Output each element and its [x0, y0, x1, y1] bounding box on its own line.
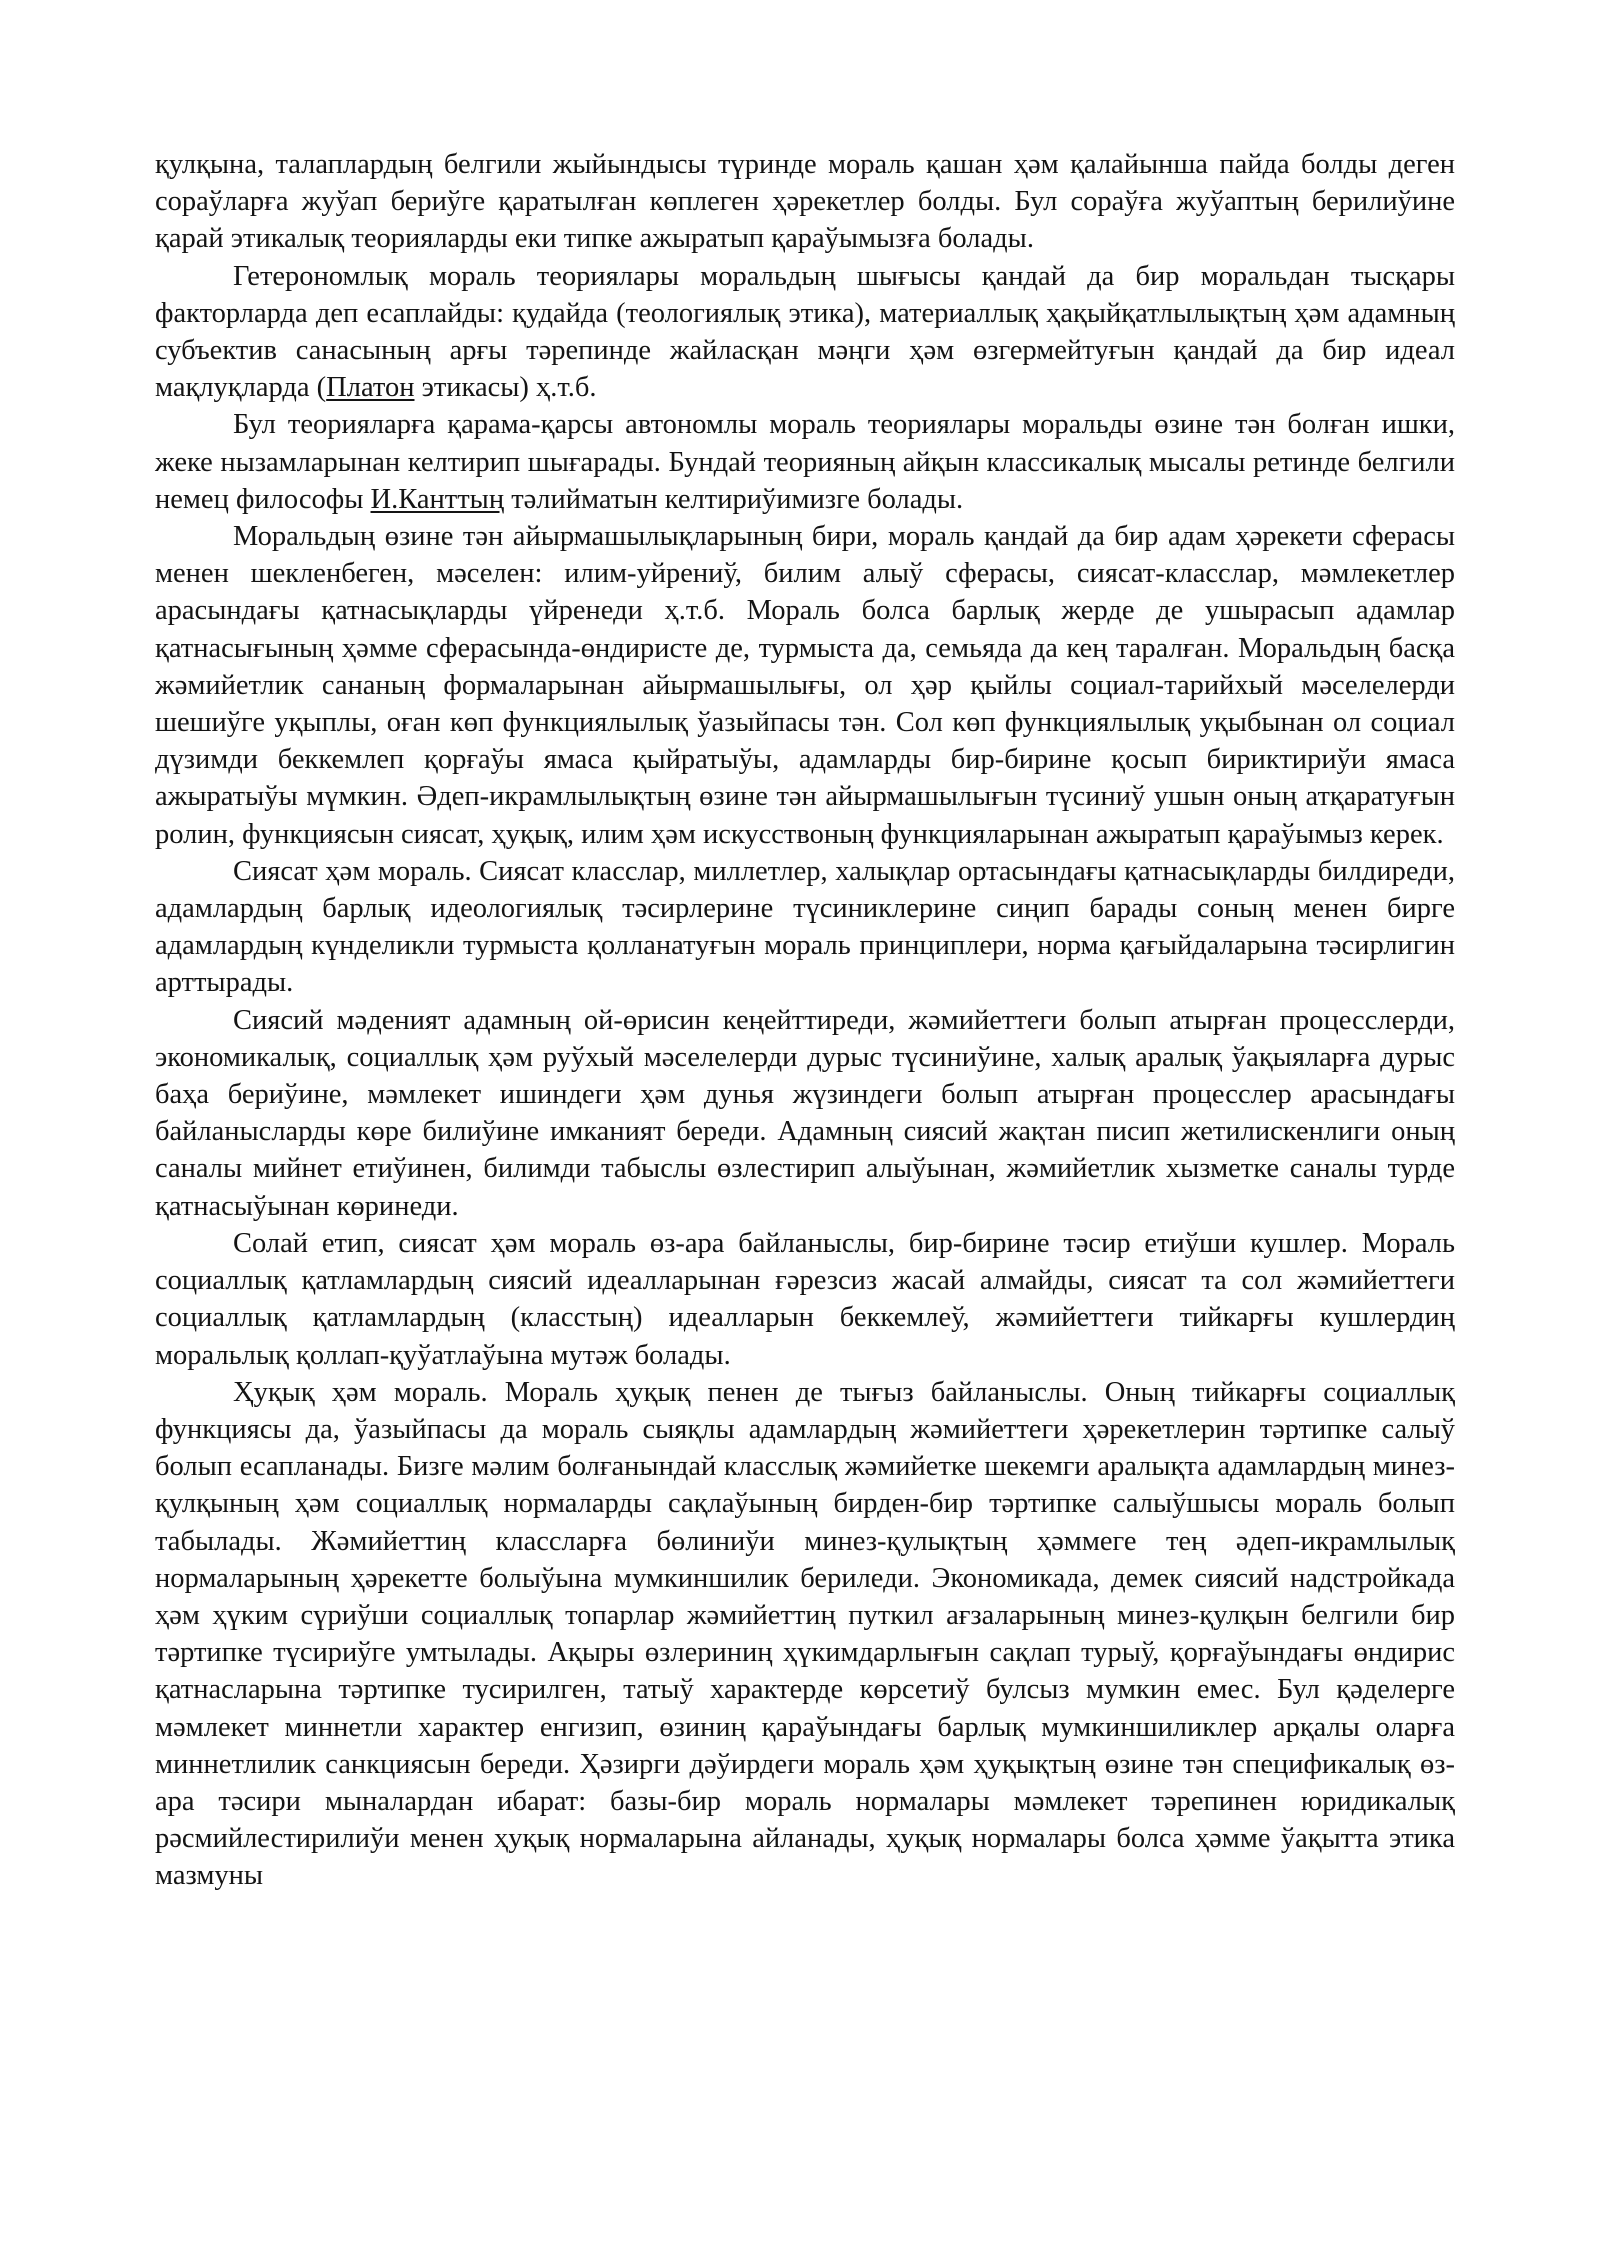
paragraph	[155, 258, 1455, 407]
paragraph	[155, 406, 1455, 518]
paragraph: Сиясат ҳәм мораль. Сиясат класслар, миллетлер, халықлар ортасындағы қатнасықларды билдиреди, адамлардың барлық идеологиялық тәсирлерине түсиниклерине сиңип барады соның менен бирге адамлардың күнделикли турмыста қолланатуғын мораль принциплери, норма қағыйдаларына тәсирлигин арттырады.	[155, 855, 1455, 999]
paragraph: қулқына, талаплардың белгили жыйындысы түринде мораль қашан ҳәм қалайынша пайда болды деген сораўларға жуўап бериўге қаратылған көплеген ҳәрекетлер болды. Бул сораўға жуўаптың берилиўине қарай этикалық теорияларды еки типке ажыратып қараўымызға болады.	[155, 149, 1455, 255]
paragraph-text: Гетерономлық мораль теориялары моральдың шығысы қандай да бир моральдан тысқары факторларда деп есаплайды: қудайда (теологиялық этика), материаллық ҳақыйқатлылықтың ҳәм адамның субъектив санасының арғы тәрепинде жайласқан мәңги ҳәм өзгермейтуғын қандай да бир идеал мақлуқларда (	[155, 260, 1455, 404]
paragraph: Моральдың өзине тән айырмашылықларының бири, мораль қандай да бир адам ҳәрекети сферасы менен шекленбеген, мәселен: илим-уйрениў, билим алыў сферасы, сиясат-класслар, мәмлекетлер арасындағы қатнасықларды үйренеди ҳ.т.б. Мораль болса барлық жерде де ушырасып адамлар қатнасығының ҳәмме сферасында-өндиристе де, турмыста да, семьяда да кең таралған. Моральдың басқа жәмийетлик сананың формаларынан айырмашылығы, ол ҳәр қыйлы социал-тарийхый мәселелерди шешиўге уқыплы, оған көп функциялылық ўазыйпасы тән. Сол көп функциялылық уқыбынан ол социал дүзимди беккемлеп қорғаўы ямаса қыйратыўы, адамларды бир-бирине қосып бириктириўи ямаса ажыратыўы мүмкин. Әдеп-икрамлылықтың өзине тән айырмашылығын түсиниў ушын оның атқаратуғын ролин, функциясын сиясат, ҳуқық, илим ҳәм искусствоның функцияларынан ажыратып қараўымыз керек.	[155, 521, 1455, 850]
document-page	[155, 146, 1455, 1895]
paragraph-text: этикасы) ҳ.т.б.	[414, 372, 597, 404]
paragraph: Солай етип, сиясат ҳәм мораль өз-ара байланыслы, бир-бирине тәсир етиўши кушлер. Мораль социаллық қатламлардың сиясий идеалларынан ғәрезсиз жасай алмайды, сиясат та сол жәмийеттеги социаллық қатламлардың (класстың) идеалларын беккемлеў, жәмийеттеги тийкарғы кушлердиң моральлық қоллап-қуўатлаўына мутәж болады.	[155, 1227, 1455, 1371]
paragraph: Сиясий мәдeният адамның ой-өрисин кеңейттиреди, жәмийеттеги болып атырған процесслерди, экономикалық, социаллық ҳәм руўхый мәселелерди дурыс түсиниўине, халық аралық ўақыяларға дурыс баҳа бериўине, мәмлекет ишиндеги ҳәм дунья жүзиндеги болып атырған процесслер арасындағы байланысларды көре билиўине имканият береди. Адамның сиясий жақтан писип жетилискенлиги оның саналы мийнет етиўинен, билимди табыслы өзлестирип алыўынан, жәмийетлик хызметке саналы турде қатнасыўынан көринеди.	[155, 1004, 1455, 1222]
paragraph: Ҳуқық ҳәм мораль. Мораль ҳуқық пенен де тығыз байланыслы. Оның тийкарғы социаллық функциясы да, ўазыйпасы да мораль сыяқлы адамлардың жәмийеттеги ҳәрекетлерин тәртипке салыў болып есапланады. Бизге мәлим болғанындай класслық жәмийетке шекемги аралықта адамлардың минез-қулқының ҳәм социаллық нормаларды сақлаўының бирден-бир тәртипке салыўшысы мораль болып табылады. Жәмийеттиң классларға бөлиниўи минез-қулықтың ҳәммеге тең әдеп-икрамлылық нормаларының ҳәрекетте болыўына мумкиншилик бериледи. Экономикада, демек сиясий надстройкада ҳәм ҳүким сүриўши социаллық топарлар жәмийеттиң путкил ағзаларының минез-қулқын белгили бир тәртипке түсириўге умтылады. Ақыры өзлериниң ҳүкимдарлығын сақлап турыў, қорғаўындағы өндирис қатнасларына тәртипке тусирилген, татыў характерде көрсетиў булсыз мумкин емес. Бул қәделерге мәмлекет миннетли характер енгизип, өзиниң қараўындағы барлық мумкиншиликлер арқалы оларға миннетлилик санкциясын береди. Ҳәзирги дәўирдеги мораль ҳәм ҳуқықтың өзине тән спецификалық өз-ара тәсири мыналардан ибарат: базы-бир мораль нормалары мәмлекет тәрепинен юридикалық рәсмийлестирилиўи менен ҳуқық нормаларына айланады, ҳуқық нормалары болса ҳәмме ўақытта этика мазмуны	[155, 1376, 1455, 1892]
paragraph-text: Бул теорияларға қарама-қарсы автономлы мораль теориялары моральды өзине тән болған ишки, жеке нызамларынан келтирип шығарады. Бундай теорияның айқын классикалық мысалы ретинде белгили немец философы	[155, 409, 1455, 515]
plato-link[interactable]: Платон	[326, 372, 415, 404]
paragraph-text: тәлийматын келтириўимизге болады.	[504, 483, 964, 515]
kant-link[interactable]: И.Канттың	[370, 483, 505, 515]
